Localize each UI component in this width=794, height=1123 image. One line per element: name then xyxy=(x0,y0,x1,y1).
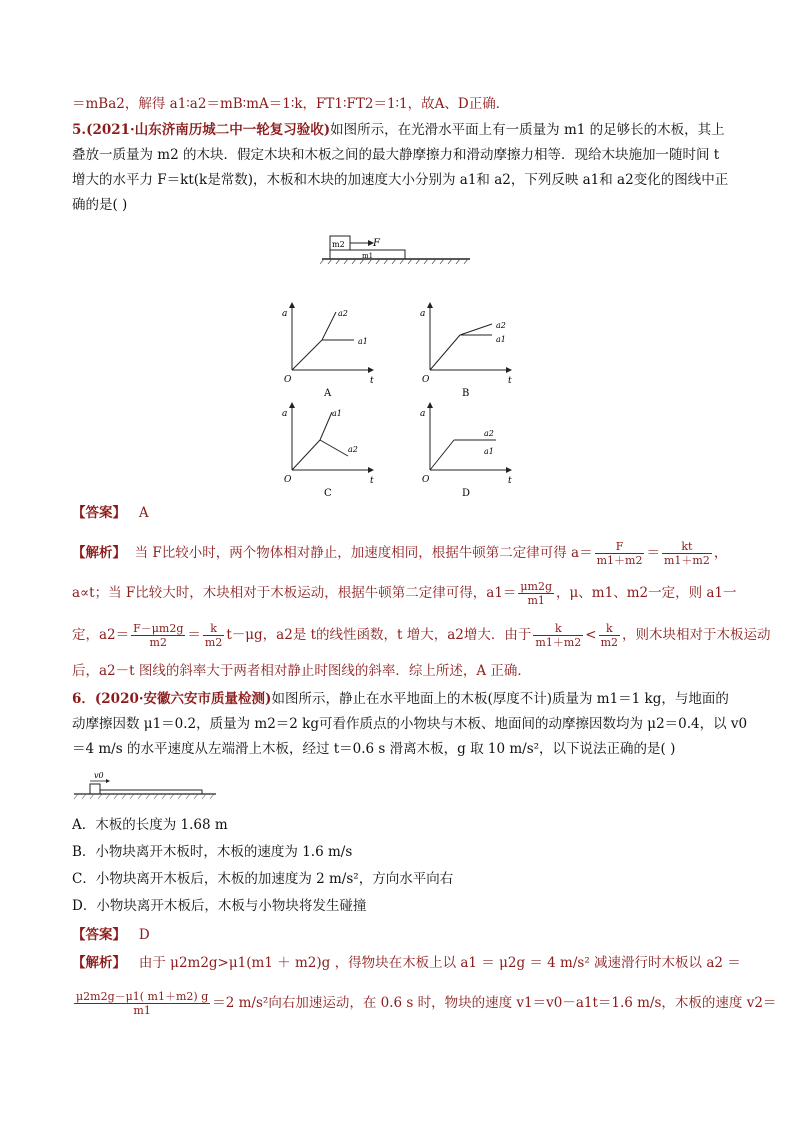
answer-6 xyxy=(72,924,150,946)
fraction: $\frac{F}{m1+m2}$ xyxy=(596,540,643,567)
answer-5 xyxy=(72,502,149,524)
graph-a xyxy=(280,300,380,400)
sliding-block-diagram xyxy=(72,770,222,804)
v0-label: v0 xyxy=(94,771,104,780)
previous-solution-tail: ＝mBa2，解得 a1∶a2＝mB∶mA＝1∶k，FT1∶FT2＝1∶1，故A、D正确． xyxy=(72,96,510,112)
analysis-tag: 【解析】 xyxy=(72,545,126,561)
graph-d xyxy=(418,400,518,500)
question-5-line-4: 确的是( ) xyxy=(72,197,128,213)
graph-a-caption: A xyxy=(324,388,332,399)
fraction: $\frac{F-\mu m2g}{m2}$ xyxy=(133,622,184,649)
graph-b-y-label: a xyxy=(420,309,426,319)
analysis-5-line-1: 【解析】 当 F比较小时，两个物体相对静止，加速度相同，根据牛顿第二定律可得 a＝ $\frac{F}{m1+m2}$ ＝ $\frac{kt}{m1+m2}$ ， xyxy=(72,540,728,567)
graph-a-line-1: a2 xyxy=(338,309,348,318)
m2-label: m2 xyxy=(332,240,345,249)
question-6-line-2: 动摩擦因数 μ1＝0.2，质量为 m2＝2 kg可看作质点的小物块与木板、地面间的动摩擦因数均为 μ2＝0.4，以 v0 xyxy=(72,716,748,732)
graph-d-line-1: a2 xyxy=(484,429,494,438)
m1-label: m1 xyxy=(362,252,374,260)
analysis-6-line-2: $\frac{\mu 2m2g-\mu 1( m1+m2) g}{m1}$ ＝2 m/s²向右加速运动，在 0.6 s 时，物块的速度 v1＝v0－a1t＝1.6 m/s，木板的速度 v2＝ xyxy=(76,990,777,1017)
option-d: D．小物块离开木板后，木板与小物块将发生碰撞 xyxy=(72,898,367,914)
fraction: $\frac{\mu m2g}{m1}$ xyxy=(520,580,553,607)
graph-b-caption: B xyxy=(462,388,470,399)
analysis-5-text-a: 当 F比较小时，两个物体相对静止，加速度相同，根据牛顿第二定律可得 a＝ xyxy=(134,545,593,561)
graph-d-origin: O xyxy=(422,475,430,485)
graph-d-x-label: t xyxy=(508,476,512,486)
fraction: $\frac{k}{m2}$ xyxy=(204,622,223,649)
question-5-source: 5.(2021·山东济南历城二中一轮复习验收) xyxy=(72,122,331,138)
graph-a-y-label: a xyxy=(282,309,288,319)
graph-c-x-label: t xyxy=(370,476,374,486)
graph-b-x-label: t xyxy=(508,376,512,386)
graph-d-y-label: a xyxy=(420,409,426,419)
fraction: $\frac{kt}{m1+m2}$ xyxy=(663,540,710,567)
option-a: A．木板的长度为 1.68 m xyxy=(72,817,228,833)
answer-tag: 【答案】 xyxy=(72,927,126,943)
graph-c-caption: C xyxy=(324,488,332,499)
question-6-line-3: ＝4 m/s 的水平速度从左端滑上木板，经过 t＝0.6 s 滑离木板，g 取 10 m/s²，以下说法正确的是( ) xyxy=(72,741,676,757)
question-6-text-a: 如图所示，静止在水平地面上的木板(厚度不计)质量为 m1＝1 kg，与地面的 xyxy=(271,691,729,707)
graph-c-origin: O xyxy=(284,475,292,485)
answer-5-value: A xyxy=(138,505,149,521)
graph-c-y-label: a xyxy=(282,409,288,419)
answer-tag: 【答案】 xyxy=(72,505,126,521)
question-5-text-a: 如图所示，在光滑水平面上有一质量为 m1 的足够长的木板，其上 xyxy=(330,122,725,138)
question-5-line-2: 叠放一质量为 m2 的木块．假定木块和木板之间的最大静摩擦力和滑动摩擦力相等．现给木块施加一随时间 t xyxy=(72,147,720,163)
analysis-6-text-a: 由于 μ2m2g>μ1(m1 ＋ m2)g ，得物块在木板上以 a1 ＝ μ2g ＝ 4 m/s² 减速滑行时木板以 a2 ＝ xyxy=(138,955,741,971)
graph-c-line-1: a1 xyxy=(332,409,342,418)
analysis-5-line-4: 后，a2－t 图线的斜率大于两者相对静止时图线的斜率．综上所述，A 正确． xyxy=(72,663,531,679)
graph-b-origin: O xyxy=(422,375,430,385)
analysis-tag: 【解析】 xyxy=(72,955,126,971)
graph-c-line-2: a2 xyxy=(348,445,358,454)
analysis-5-line-2: a∝t；当 F比较大时，木块相对于木板运动，根据牛顿第二定律可得，a1＝ $\frac{\mu m2g}{m1}$ ，μ、m1、m2一定，则 a1一 xyxy=(72,580,737,607)
graph-b-line-1: a2 xyxy=(496,321,506,330)
block-on-board-diagram xyxy=(320,232,470,270)
graph-c xyxy=(280,400,380,500)
question-5-line-3: 增大的水平力 F＝kt(k是常数)，木板和木块的加速度大小分别为 a1和 a2，下列反映 a1和 a2变化的图线中正 xyxy=(72,172,729,188)
graph-d-line-2: a1 xyxy=(484,447,494,456)
fraction: $\frac{k}{m1+m2}$ xyxy=(535,622,582,649)
fraction: $\frac{k}{m2}$ xyxy=(600,622,619,649)
graph-a-x-label: t xyxy=(370,376,374,386)
question-6-line-1 xyxy=(72,688,729,710)
option-b: B．小物块离开木板时，木板的速度为 1.6 m/s xyxy=(72,844,353,860)
graph-a-line-2: a1 xyxy=(358,337,368,346)
question-5-line-1 xyxy=(72,119,725,141)
answer-6-value: D xyxy=(138,927,150,943)
analysis-6-line-1 xyxy=(72,952,741,974)
option-c: C．小物块离开木板后，木板的加速度为 2 m/s²，方向水平向右 xyxy=(72,871,454,887)
graph-a-origin: O xyxy=(284,375,292,385)
question-6-source: 6．(2020·安徽六安市质量检测) xyxy=(72,691,272,707)
fraction: $\frac{\mu 2m2g-\mu 1( m1+m2) g}{m1}$ xyxy=(76,990,209,1017)
graph-b-line-2: a1 xyxy=(496,335,506,344)
force-label: F xyxy=(373,238,380,249)
graph-b xyxy=(418,300,518,400)
analysis-5-line-3: 定，a2＝ $\frac{F-\mu m2g}{m2}$ ＝ $\frac{k}{m2}$ t－μg，a2是 t的线性函数，t 增大，a2增大．由于 $\frac{k}{m1+m2}$ < $\frac{k}{m2}$ ，则木块相对于木板运动 xyxy=(72,622,771,649)
graph-d-caption: D xyxy=(462,488,471,499)
